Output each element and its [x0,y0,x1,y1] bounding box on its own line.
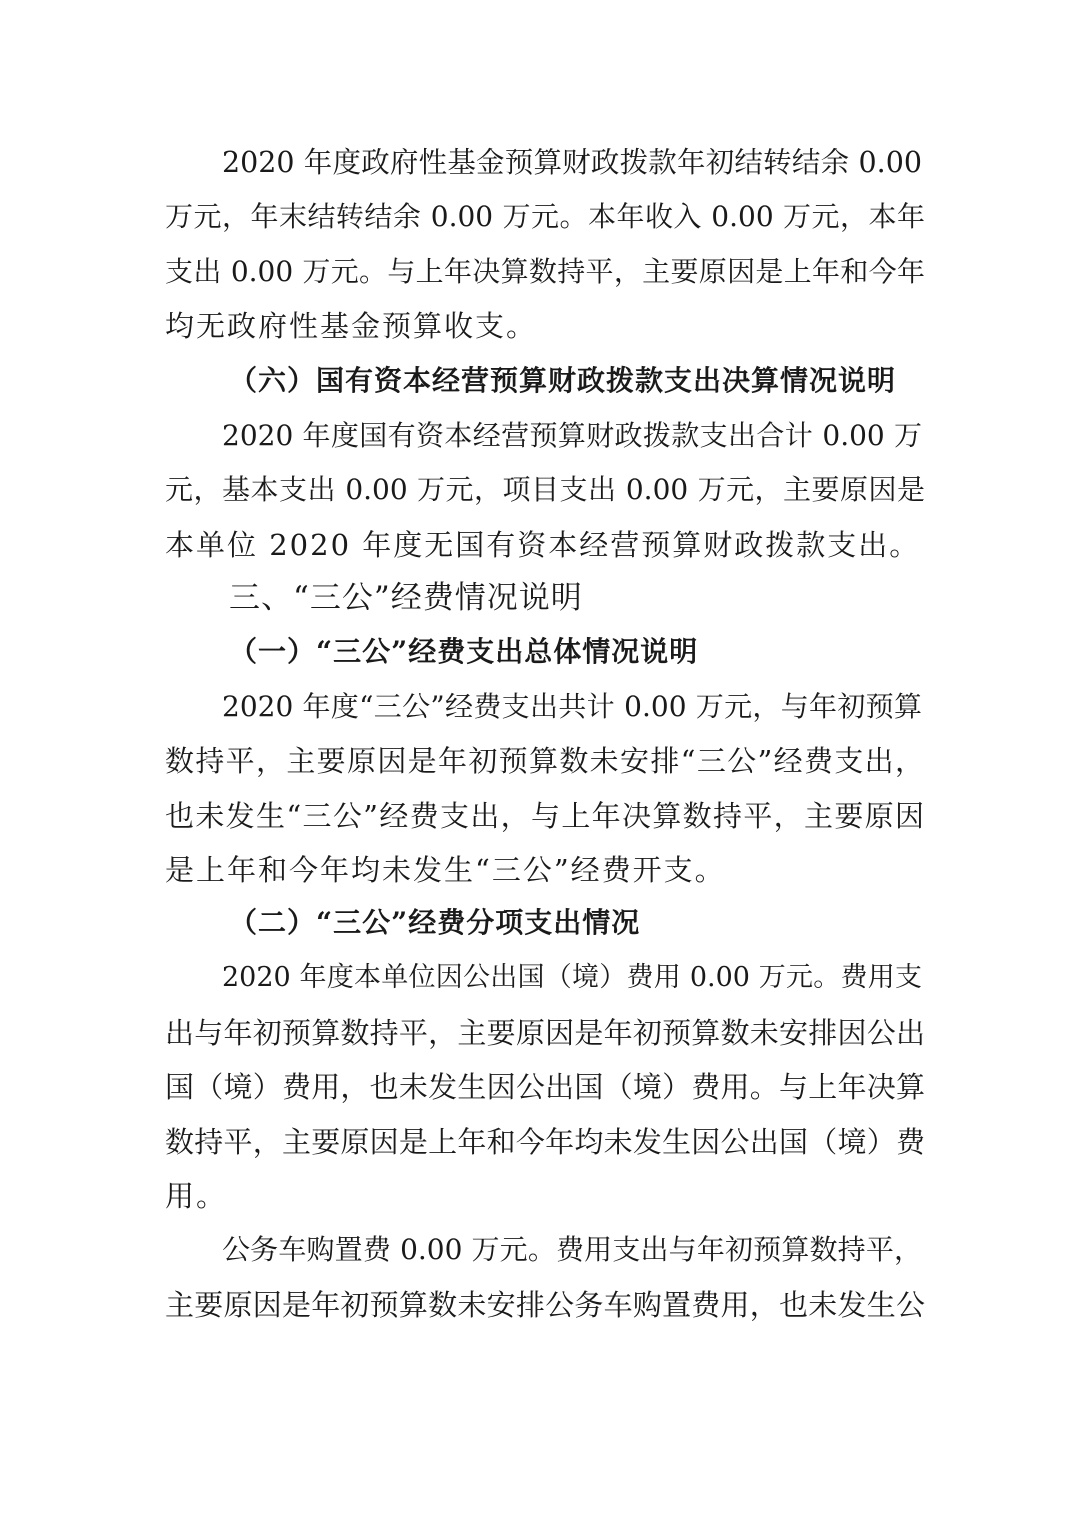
section-heading-one: （一）“三公”经费支出总体情况说明 [229,635,699,668]
paragraph-line: 支出 0.00 万元。与上年决算数持平，主要原因是上年和今年 [165,255,925,288]
paragraph-line: 国（境）费用，也未发生因公出国（境）费用。与上年决算 [165,1070,925,1104]
paragraph-line: 也未发生“三公”经费支出，与上年决算数持平，主要原因 [165,799,925,833]
paragraph-line: 本单位 2020 年度无国有资本经营预算财政拨款支出。 [165,528,921,562]
paragraph-line: 2020 年度“三公”经费支出共计 0.00 万元，与年初预算 [222,690,922,723]
section-heading-two: （二）“三公”经费分项支出情况 [229,906,641,939]
paragraph-line: 数持平，主要原因是年初预算数未安排“三公”经费支出， [165,744,925,778]
paragraph-line: 用。 [165,1179,228,1213]
paragraph-line: 主要原因是年初预算数未安排公务车购置费用，也未发生公 [165,1288,925,1322]
paragraph-line: 数持平，主要原因是上年和今年均未发生因公出国（境）费 [165,1125,925,1159]
paragraph-line: 是上年和今年均未发生“三公”经费开支。 [165,853,726,887]
paragraph-line: 2020 年度本单位因公出国（境）费用 0.00 万元。费用支 [222,962,922,993]
paragraph-line: 均无政府性基金预算收支。 [165,309,538,343]
section-heading-six: （六）国有资本经营预算财政拨款支出决算情况说明 [229,364,897,397]
section-heading-three: 三、“三公”经费情况说明 [229,580,583,616]
paragraph-line: 元，基本支出 0.00 万元，项目支出 0.00 万元，主要原因是 [165,473,925,506]
paragraph-line: 2020 年度政府性基金预算财政拨款年初结转结余 0.00 [222,146,922,179]
paragraph-line: 2020 年度国有资本经营预算财政拨款支出合计 0.00 万 [222,419,922,452]
paragraph-line: 出与年初预算数持平，主要原因是年初预算数未安排因公出 [165,1016,925,1050]
paragraph-line: 万元，年末结转结余 0.00 万元。本年收入 0.00 万元，本年 [165,200,925,233]
paragraph-line: 公务车购置费 0.00 万元。费用支出与年初预算数持平， [222,1233,922,1266]
